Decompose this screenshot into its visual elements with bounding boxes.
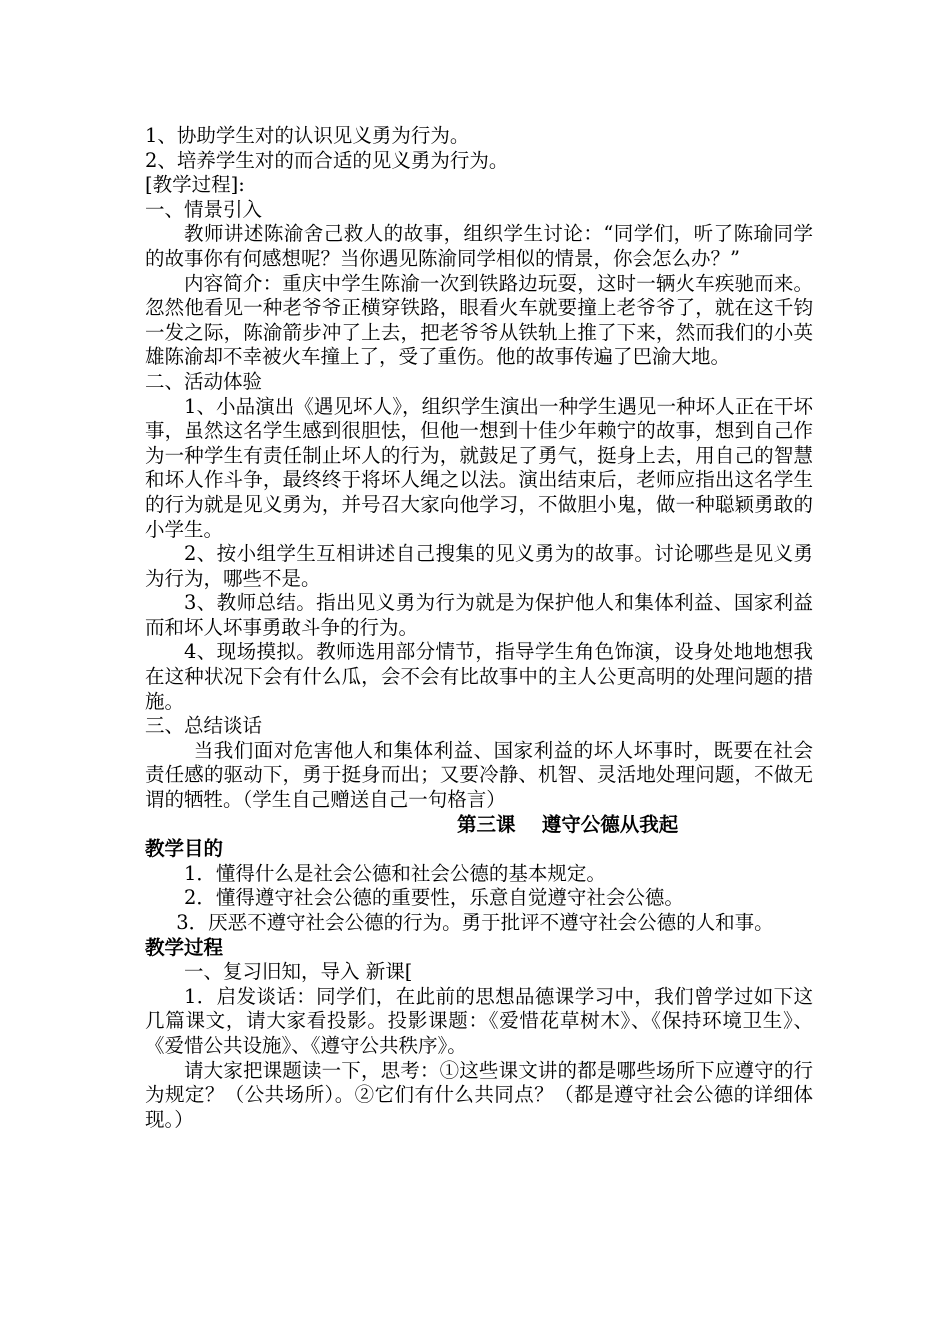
process-heading: [教学过程]: — [145, 173, 245, 197]
section-1-paragraph-2: 内容简介：重庆中学生陈渝一次到铁路边玩耍，这时一辆火车疾驰而来。忽然他看见一种老爷爷正横穿铁路，眼看火车就要撞上老爷爷了，就在这千钧一发之际，陈渝箭步冲了上去，把老爷爷从铁轨上推了下来，然而我们的小英雄陈渝却不幸被火车撞上了，受了重伤。他的故事传遍了巴渝大地。 — [145, 271, 813, 369]
teaching-process-heading: 教学过程 — [145, 935, 224, 959]
section-3-heading: 三、总结谈话 — [145, 714, 263, 738]
section-2-heading: 二、活动体验 — [145, 369, 263, 393]
step-1-paragraph-1: 1．启发谈话：同学们，在此前的思想品德课学习中，我们曾学过如下这几篇课文，请大家看投影。投影课题：《爱惜花草树木》、《保持环境卫生》、《爱惜公共设施》、《遵守公共秩序》。 — [145, 984, 813, 1057]
document-page — [145, 124, 813, 1132]
teaching-goal-1: 1．懂得什么是社会公德和社会公德的基本规定。 — [184, 861, 606, 885]
step-1-heading: 一、复习旧知，导入 新课[ — [184, 960, 413, 984]
section-3-paragraph: 当我们面对危害他人和集体利益、国家利益的坏人坏事时，既要在社会责任感的驱动下，勇于挺身而出；又要冷静、机智、灵活地处理问题，不做无谓的牺牲。（学生自己赠送自己一句格言） — [145, 738, 813, 812]
section-1-heading: 一、情景引入 — [145, 197, 263, 221]
teaching-goal-3: 3．厌恶不遵守社会公德的行为。勇于批评不遵守社会公德的人和事。 — [176, 911, 774, 934]
section-2-item-2: 2、按小组学生互相讲述自己搜集的见义勇为的故事。讨论哪些是见义勇为行为，哪些不是。 — [145, 542, 813, 590]
section-1-paragraph-1: 教师讲述陈渝舍己救人的故事，组织学生讨论：“同学们，听了陈瑜同学的故事你有何感想呢？当你遇见陈渝同学相似的情景，你会怎么办？” — [145, 222, 813, 270]
teaching-goals-heading: 教学目的 — [145, 837, 224, 861]
section-2-item-1: 1、小品演出《遇见坏人》，组织学生演出一种学生遇见一种坏人正在干坏事，虽然这名学生感到很胆怯，但他一想到十佳少年赖宁的故事，想到自己作为一种学生有责任制止坏人的行为，就鼓足了勇气，挺身上去，用自己的智慧和坏人作斗争，最终终于将坏人绳之以法。演出结束后，老师应指出这名学生的行为就是见义勇为，并号召大家向他学习，不做胆小鬼，做一种聪颖勇敢的小学生。 — [145, 394, 813, 541]
lesson-3-title: 第三课 遵守公德从我起 — [457, 812, 679, 836]
goal-line-1: 1、协助学生对的认识见义勇为行为。 — [145, 124, 470, 147]
section-2-item-4: 4、现场摸拟。教师选用部分情节，指导学生角色饰演，设身处地地想我在这种状况下会有什么瓜，会不会有比故事中的主人公更高明的处理问题的措施。 — [145, 640, 813, 713]
goal-line-2: 2、培养学生对的而合适的见义勇为行为。 — [145, 148, 509, 172]
step-1-paragraph-2: 请大家把课题读一下，思考：①这些课文讲的都是哪些场所下应遵守的行为规定？（公共场所）。②它们有什么共同点？（都是遵守社会公德的详细体现。） — [145, 1058, 813, 1131]
section-2-item-3: 3、教师总结。指出见义勇为行为就是为保护他人和集体利益、国家利益而和坏人坏事勇敢斗争的行为。 — [145, 591, 813, 639]
teaching-goal-2: 2．懂得遵守社会公德的重要性，乐意自觉遵守社会公德。 — [184, 886, 684, 910]
